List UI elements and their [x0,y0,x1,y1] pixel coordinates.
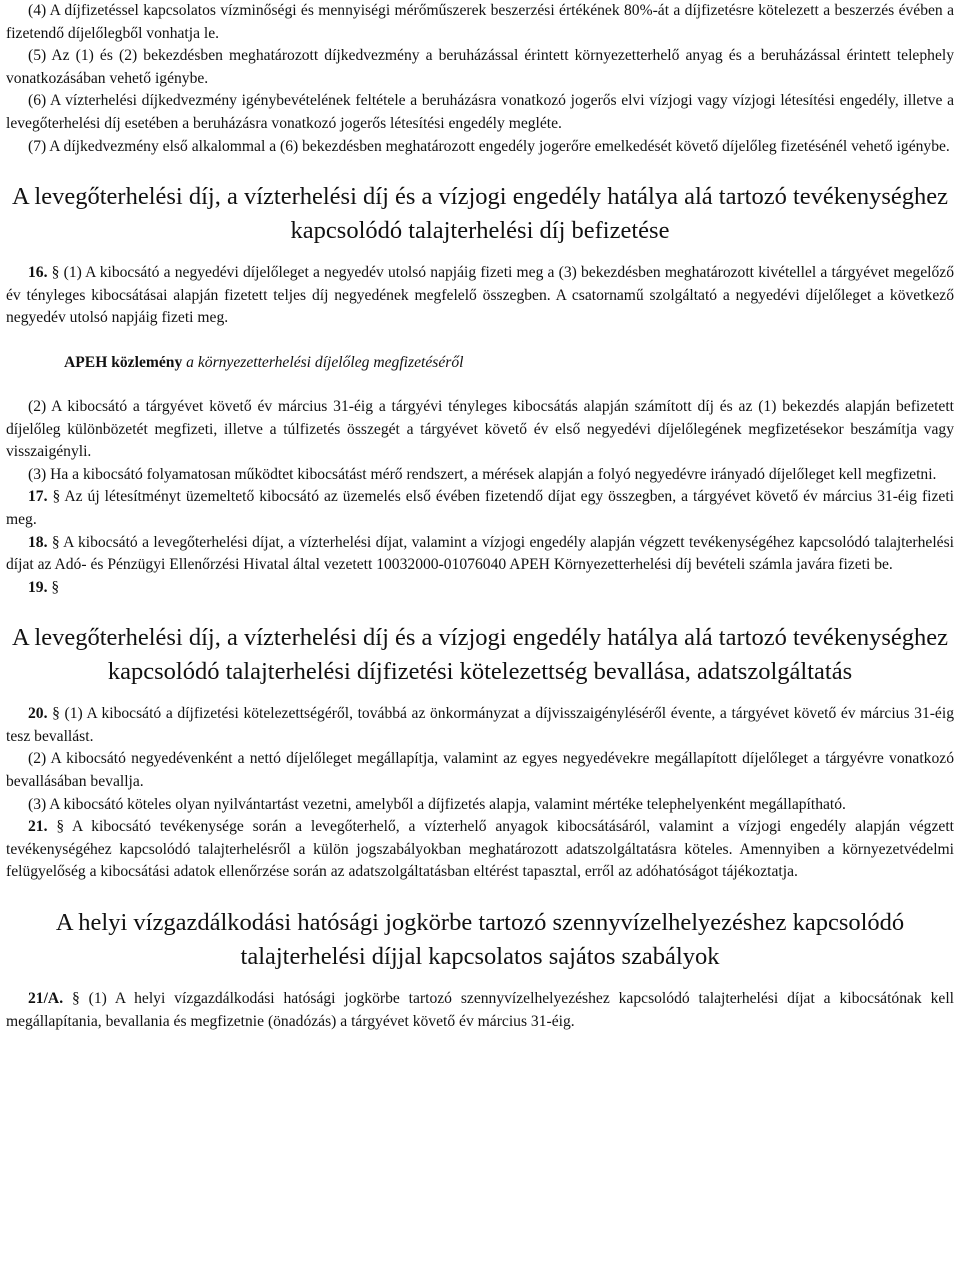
section-text: § (1) A helyi vízgazdálkodási hatósági jogkörbe tartozó szennyvízelhelyezéshez kapcsolódó talajterhelési díjat a kibocsátónak kell megállapítania, bevallania és megfizetnie (önadózás) a tárgyévet követő év március 31-éig. [6,990,954,1030]
spacer [6,330,954,352]
spacer [6,599,954,621]
spacer [6,884,954,906]
section-text: § A kibocsátó tevékenysége során a levegőterhelő, a vízterhelő anyagok kibocsátásáról, valamint a vízjogi engedély alapján végzett tevékenységéhez kapcsolódó talajterhelésről a külön jogszabályokban meghatározott adatszolgáltatásra köteles. Amennyiben a környezetvédelmi felügyelőség a kibocsátási adatok ellenőrzése során az adatszolgáltatásban eltérést tapasztal, erről az adóhatóságot tájékoztatja. [6,818,954,881]
section-20 [6,703,954,748]
section-heading-local-rules: A helyi vízgazdálkodási hatósági jogkörbe tartozó szennyvízelhelyezéshez kapcsolódó talajterhelési díjjal kapcsolatos sajátos szabályok [55,909,905,971]
section-19 [6,577,954,600]
section-20-paragraph-2: (2) A kibocsátó negyedévenként a nettó díjelőleget megállapítja, valamint az egyes negyedévekre megállapított díjelőleget a tárgyévre vonatkozó bevallásában bevallja. [6,750,954,791]
section-18 [6,532,954,577]
apeh-notice-title: APEH közlemény [64,353,183,371]
section-text: § A kibocsátó a levegőterhelési díjat, a vízterhelési díjat, valamint a vízjogi engedély alapján végzett tevékenységéhez kapcsolódó talajterhelési díjat az Adó- és Pénzügyi Ellenőrzési Hivatal által vezetett 10032000-01076040 APEH Környezetterhelési díj bevételi számla javára fizeti be. [6,533,954,574]
section-text: § Az új létesítményt üzemeltető kibocsátó az üzemelés első évében fizetendő díjat egy összegben, a tárgyévet követő év március 31-éig fizeti meg. [6,488,954,528]
section-text: § (1) A kibocsátó a díjfizetési kötelezettségéről, továbbá az önkormányzat a díjvisszaigényléséről évente, a tárgyévet követő év március 31-éig tesz bevallást. [6,705,954,745]
section-17 [6,486,954,531]
apeh-notice [6,352,954,374]
section-number: 17. [28,488,48,506]
spacer [6,974,954,988]
section-number: 21. [28,818,48,836]
section-16 [6,262,954,330]
section-21a [6,988,954,1033]
section-number: 20. [28,705,48,723]
section-number: 21/A. [28,990,64,1008]
section-16-paragraph-2: (2) A kibocsátó a tárgyévet követő év március 31-éig a tárgyévi tényleges kibocsátás alapján számított díj és az (1) bekezdés alapján befizetett díjelőleg különbözetét megfizeti, illetve a túlfizetés összegét a tárgyévet követő év első negyedévi díjelőlegének megfizetésekor beszámítja vagy visszaigényli. [6,397,954,461]
section-20-paragraph-3: (3) A kibocsátó köteles olyan nyilvántartást vezetni, amelyből a díjfizetés alapja, valamint mértéke telephelyenként megállapítható. [28,795,846,813]
spacer [6,374,954,396]
paragraph-4: (4) A díjfizetéssel kapcsolatos vízminőségi és mennyiségi mérőműszerek beszerzési értékének 80%-át a díjfizetésre kötelezett a beszerzés évében a fizetendő díjelőlegből vonhatja le. [6,2,954,42]
section-text: § (1) A kibocsátó a negyedévi díjelőleget a negyedév utolsó napjáig fizeti meg a (3) bekezdésben meghatározott kivétellel a tárgyévet megelőző év tényleges kibocsátásai alapján fizetett teljes díj negyedének megfelelő összegben. A csatornamű szolgáltató a negyedévi díjelőleget a következő negyedév utolsó napjáig fizeti meg. [6,264,954,327]
section-16-paragraph-3: (3) Ha a kibocsátó folyamatosan működtet kibocsátást mérő rendszert, a mérések alapján a folyó negyedévre irányadó díjelőleget kell megfizetni. [28,465,937,483]
section-heading-payment: A levegőterhelési díj, a vízterhelési díj és a vízjogi engedély hatálya alá tartozó tevékenységhez kapcsolódó talajterhelési díj befizetése [11,183,949,245]
apeh-notice-subject: a környezetterhelési díjelőleg megfizetéséről [186,353,464,371]
paragraph-6: (6) A vízterhelési díjkedvezmény igénybevételének feltétele a beruházásra vonatkozó jogerős elvi vízjogi vagy vízjogi létesítési engedély, illetve a levegőterhelési díj esetében a beruházásra vonatkozó jogerős létesítési engedély megléte. [6,92,954,132]
section-heading-declaration: A levegőterhelési díj, a vízterhelési díj és a vízjogi engedély hatálya alá tartozó tevékenységhez kapcsolódó talajterhelési díjfizetési kötelezettség bevallása, adatszolgáltatás [11,624,949,686]
spacer [6,158,954,180]
section-text: § [51,578,60,596]
section-number: 16. [28,264,48,282]
section-number: 19. [28,578,48,596]
section-21 [6,816,954,884]
section-number: 18. [28,533,48,551]
spacer [6,689,954,703]
document-page [6,0,954,1033]
spacer [6,248,954,262]
paragraph-7: (7) A díjkedvezmény első alkalommal a (6) bekezdésben meghatározott engedély jogerőre emelkedését követő díjelőleg fizetésénél vehető igénybe. [28,137,950,155]
paragraph-5: (5) Az (1) és (2) bekezdésben meghatározott díjkedvezmény a beruházással érintett környezetterhelő anyag és a beruházással érintett telephely vonatkozásában vehető igénybe. [6,47,954,87]
